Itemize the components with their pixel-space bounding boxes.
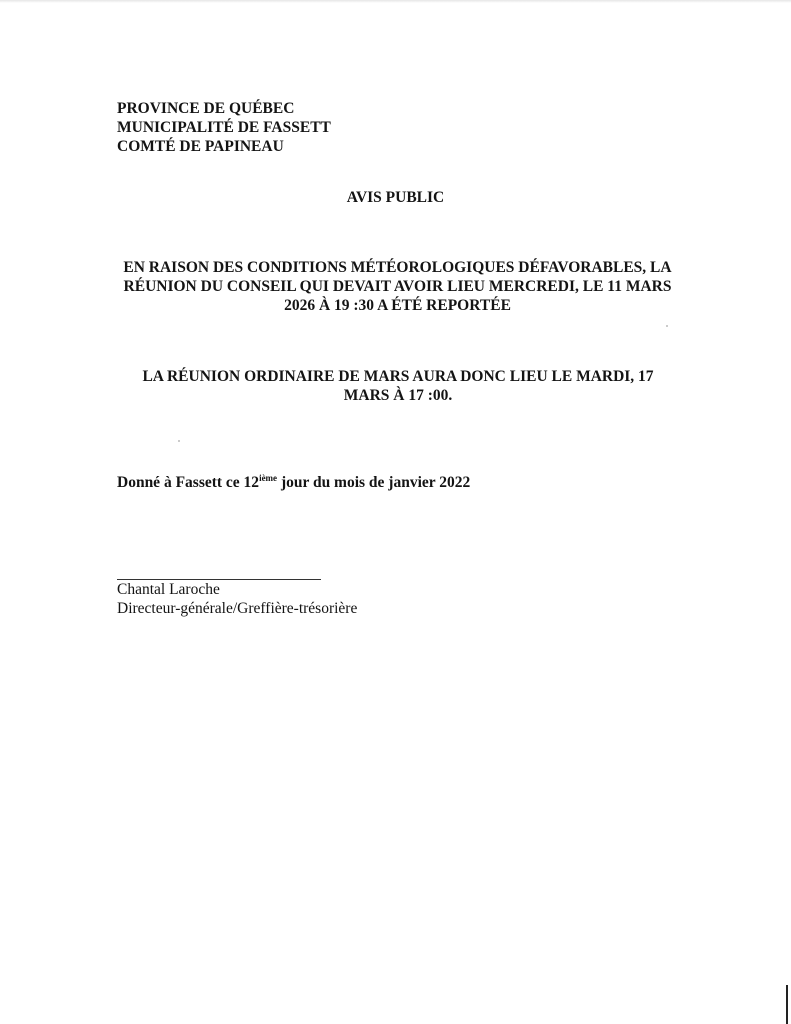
document-header	[117, 99, 331, 156]
given-date-line	[117, 473, 470, 492]
given-suffix: jour du mois de janvier 2022	[277, 474, 471, 491]
notice-title: AVIS PUBLIC	[346, 189, 445, 206]
given-superscript: ième	[259, 473, 278, 483]
postponement-line-3: 2026 À 19 :30 A ÉTÉ REPORTÉE	[284, 297, 511, 314]
given-prefix: Donné à Fassett ce 12	[117, 474, 260, 491]
postponement-line-1: EN RAISON DES CONDITIONS MÉTÉOROLOGIQUES DÉFAVORABLES, LA	[123, 259, 672, 276]
signatory-name: Chantal Laroche	[117, 581, 220, 598]
postponement-line-2: RÉUNION DU CONSEIL QUI DEVAIT AVOIR LIEU MERCREDI, LE 11 MARS	[123, 278, 672, 295]
signatory-role: Directeur-générale/Greffière-trésorière	[117, 600, 358, 617]
scan-speck	[178, 440, 180, 442]
header-county: COMTÉ DE PAPINEAU	[117, 138, 284, 155]
scan-speck	[666, 325, 668, 327]
scan-edge-top	[0, 0, 791, 3]
scan-edge-right	[786, 985, 788, 1024]
new-date-paragraph	[128, 367, 668, 405]
header-municipality: MUNICIPALITÉ DE FASSETT	[117, 119, 331, 136]
postponement-paragraph	[115, 258, 680, 315]
new-date-line-2: MARS À 17 :00.	[343, 387, 453, 404]
signature-block	[117, 580, 357, 618]
header-province: PROVINCE DE QUÉBEC	[117, 100, 295, 117]
new-date-line-1: LA RÉUNION ORDINAIRE DE MARS AURA DONC LIEU LE MARDI, 17	[142, 368, 654, 385]
